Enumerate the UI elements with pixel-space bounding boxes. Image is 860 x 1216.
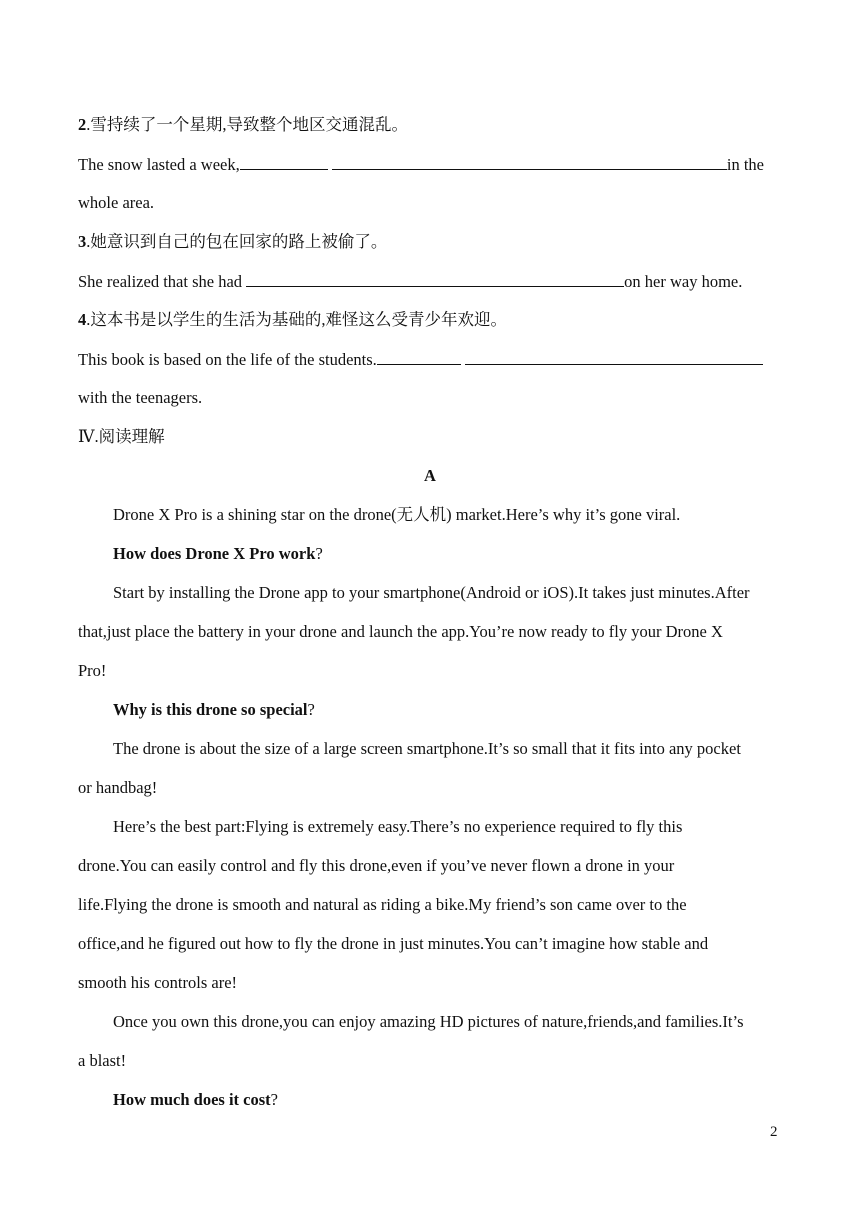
passage-subheading	[113, 543, 784, 565]
subheading-text: How does Drone X Pro work	[113, 544, 316, 563]
passage-line: The drone is about the size of a large screen smartphone.It’s so small that it fits into any pocket	[113, 739, 741, 758]
question-4-english	[78, 348, 784, 371]
passage-line: drone.You can easily control and fly this drone,even if you’ve never flown a drone in your	[78, 856, 675, 875]
answer-blank[interactable]	[332, 153, 727, 170]
question-3-number: 3	[78, 232, 87, 251]
question-2-english	[78, 153, 784, 176]
question-3-chinese-text: .她意识到自己的包在回家的路上被偷了。	[86, 232, 388, 251]
subheading-text: Why is this drone so special	[113, 700, 308, 719]
question-2-number: 2	[78, 115, 87, 134]
question-4-text-a: This book is based on the life of the students.	[78, 350, 377, 369]
question-3-text-b: on her way home.	[624, 272, 743, 291]
passage-line: that,just place the battery in your drone and launch the app.You’re now ready to fly your Drone X	[78, 622, 723, 641]
answer-blank[interactable]	[465, 348, 763, 365]
question-3-chinese	[78, 231, 784, 253]
answer-blank[interactable]	[246, 270, 624, 287]
answer-blank[interactable]	[377, 348, 461, 365]
passage-subheading	[113, 699, 784, 721]
question-3-text-a: She realized that she had	[78, 272, 243, 291]
subheading-mark: ?	[307, 700, 315, 719]
passage-line: life.Flying the drone is smooth and natural as riding a bike.My friend’s son came over to the	[78, 895, 687, 914]
passage-line: office,and he figured out how to fly the drone in just minutes.You can’t imagine how stable and	[78, 934, 709, 953]
passage-line: smooth his controls are!	[78, 973, 238, 992]
question-4-chinese-text: .这本书是以学生的生活为基础的,难怪这么受青少年欢迎。	[86, 310, 507, 329]
passage-line: a blast!	[78, 1051, 127, 1070]
question-2-text-a: The snow lasted a week,	[78, 155, 240, 174]
section-title: Ⅳ.阅读理解	[78, 427, 165, 446]
answer-blank[interactable]	[240, 153, 328, 170]
passage-subheading	[113, 1089, 784, 1111]
question-4-english-cont: with the teenagers.	[78, 388, 203, 407]
question-4-chinese	[78, 309, 784, 331]
question-2-text-b: in the	[726, 155, 764, 174]
subheading-mark: ?	[270, 1090, 278, 1109]
passage-line: Pro!	[78, 661, 107, 680]
question-2-english-cont: whole area.	[78, 193, 155, 212]
passage-line: or handbag!	[78, 778, 158, 797]
question-2-chinese-text: .雪持续了一个星期,导致整个地区交通混乱。	[86, 115, 408, 134]
page-number: 2	[770, 1124, 778, 1140]
passage-line: Start by installing the Drone app to your smartphone(Android or iOS).It takes just minutes.After	[113, 583, 750, 602]
question-2-chinese	[78, 114, 784, 136]
question-4-number: 4	[78, 310, 87, 329]
passage-line: Once you own this drone,you can enjoy amazing HD pictures of nature,friends,and families.It’s	[113, 1012, 744, 1031]
subheading-text: How much does it cost	[113, 1090, 271, 1109]
passage-line: Drone X Pro is a shining star on the drone(无人机) market.Here’s why it’s gone viral.	[113, 505, 681, 524]
subheading-mark: ?	[315, 544, 323, 563]
passage-line: Here’s the best part:Flying is extremely easy.There’s no experience required to fly this	[113, 817, 683, 836]
passage-label: A	[424, 466, 436, 485]
question-3-english	[78, 270, 784, 293]
